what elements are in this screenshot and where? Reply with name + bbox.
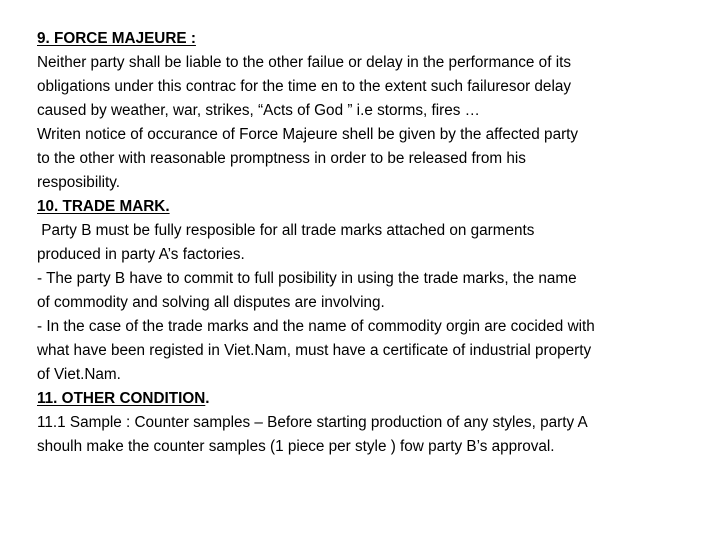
text-line: - The party B have to commit to full posibility in using the trade marks, the name bbox=[37, 270, 577, 287]
text-line: Neither party shall be liable to the other failue or delay in the performance of its bbox=[37, 54, 571, 71]
contract-page bbox=[37, 27, 687, 459]
section-10-heading bbox=[37, 195, 687, 219]
section-10-paragraph-3 bbox=[37, 315, 687, 387]
section-9-heading-text: 9. FORCE MAJEURE : bbox=[37, 30, 196, 47]
text-line: Writen notice of occurance of Force Majeure shell be given by the affected party bbox=[37, 126, 579, 143]
text-line: 11.1 Sample : Counter samples – Before starting production of any styles, party A bbox=[37, 414, 588, 431]
section-9-paragraph-2 bbox=[37, 123, 687, 195]
text-line: Party B must be fully resposible for all trade marks attached on garments bbox=[37, 222, 535, 239]
text-line: produced in party A’s factories. bbox=[37, 246, 245, 263]
section-11-paragraph-1 bbox=[37, 411, 687, 459]
text-line: of Viet.Nam. bbox=[37, 366, 121, 383]
section-11-heading-text: 11. OTHER CONDITION bbox=[37, 390, 206, 407]
section-9-heading bbox=[37, 27, 687, 51]
section-9-paragraph-1 bbox=[37, 51, 687, 123]
text-line: what have been registed in Viet.Nam, must have a certificate of industrial property bbox=[37, 342, 592, 359]
section-11-heading-suffix: . bbox=[205, 390, 210, 407]
text-line: shoulh make the counter samples (1 piece per style ) fow party B’s approval. bbox=[37, 438, 555, 455]
text-line: obligations under this contrac for the time en to the extent such failuresor delay bbox=[37, 78, 571, 95]
text-line: resposibility. bbox=[37, 174, 121, 191]
section-10-paragraph-1 bbox=[37, 219, 687, 267]
text-line: - In the case of the trade marks and the name of commodity orgin are cocided with bbox=[37, 318, 595, 335]
section-10-paragraph-2 bbox=[37, 267, 687, 315]
text-line: of commodity and solving all disputes are involving. bbox=[37, 294, 385, 311]
section-11-heading bbox=[37, 387, 687, 411]
text-line: caused by weather, war, strikes, “Acts of God ” i.e storms, fires … bbox=[37, 102, 480, 119]
section-10-heading-text: 10. TRADE MARK. bbox=[37, 198, 170, 215]
text-line: to the other with reasonable promptness in order to be released from his bbox=[37, 150, 526, 167]
